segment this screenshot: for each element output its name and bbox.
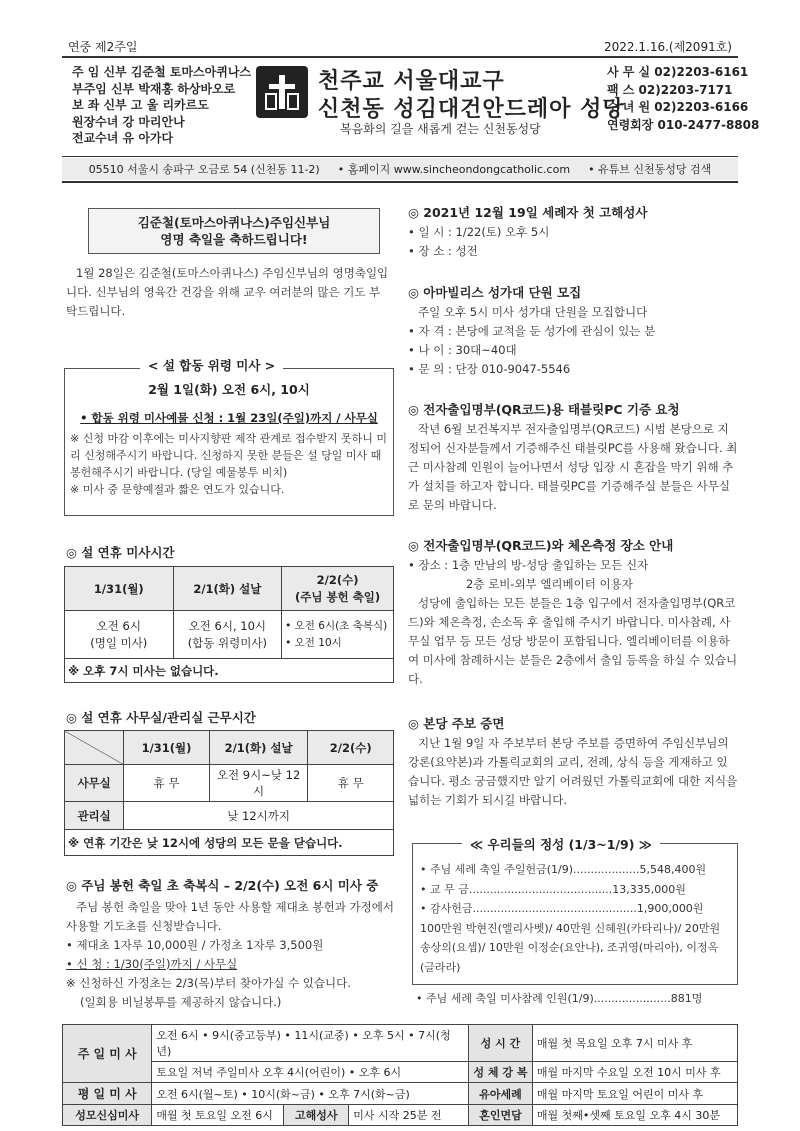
corner-cell [65, 731, 124, 765]
holiday-mass-title: ◎ 설 연휴 미사시간 [66, 545, 175, 560]
staff-assistant: 보 좌 신부 고 울 리카르도 [72, 98, 209, 112]
benediction: 매월 마지막 수요일 오전 10시 미사 후 [532, 1062, 737, 1083]
col-feb1: 2/1(화) 설날 [173, 567, 282, 611]
col-jan31: 1/31(월) [65, 567, 174, 611]
candle-item-3: ※ 신청하신 가정초는 2/3(목)부터 찾아가실 수 있습니다. [66, 976, 351, 990]
bulletin-section [408, 714, 738, 810]
marian-mass: 매월 첫 토요일 오전 6시 [152, 1105, 284, 1126]
offering-line-2: • 교 무 금.........................................13,335,000원 [420, 882, 686, 896]
choir-item-2: • 나 이 : 30대~40대 [408, 343, 517, 357]
offering-line-3: • 감사헌금...............................................1,900,000원 [420, 902, 704, 915]
marriage-label: 혼인면담 [468, 1105, 532, 1126]
sunday-mass-2: 토요일 저녁 주일미사 오후 4시(어린이) • 오후 6시 [152, 1062, 469, 1083]
col-feb2: 2/2(수) (주님 봉헌 축일) [282, 567, 394, 611]
qr-section [408, 536, 738, 689]
offering-line-1: • 주님 세례 축일 주일헌금(1/9)...................5,548,400원 [420, 863, 707, 876]
bulletin-title: ◎ 본당 주보 증면 [408, 716, 505, 731]
holy-hour: 매월 첫 목요일 오후 7시 미사 후 [532, 1025, 737, 1062]
marian-mass-label: 성모신심미사 [63, 1105, 152, 1126]
contact-list [607, 64, 759, 134]
choir-item-1: • 자 격 : 본당에 교적을 둔 성가에 관심이 있는 분 [408, 324, 656, 338]
staff-mission-sister: 전교수녀 유 아가다 [72, 131, 174, 145]
candle-item-2: • 신 청 : 1/30(주일)까지 / 사무실 [66, 957, 238, 971]
confession-title: ◎ 2021년 12월 19일 세례자 첫 고해성사 [408, 205, 648, 220]
address: 05510 서울시 송파구 오금로 54 (신천동 11-2) [88, 163, 320, 176]
birthday-title-2: 영명 축일을 축하드립니다! [160, 232, 308, 247]
candle-item-4: (일회용 비닐봉투를 제공하지 않습니다.) [80, 995, 282, 1009]
benediction-label: 성 체 강 복 [468, 1062, 532, 1083]
offering-title: ≪ 우리들의 정성 (1/3~1/9) ≫ [462, 835, 660, 853]
staff-superior-sister: 원장수녀 강 마리안나 [72, 114, 185, 129]
marriage: 매월 첫째•셋째 토요일 오후 4시 30분 [532, 1105, 737, 1126]
header-rule-mid [62, 156, 738, 157]
candle-section [66, 876, 396, 1012]
qr-place-2: 2층 로비-외부 엘리베이터 이용자 [466, 577, 633, 591]
contact-convent: 수 녀 원 02)2203-6166 [607, 100, 749, 114]
office-feb2: 휴 무 [308, 765, 394, 802]
contact-funeral: 연령회장 010-2477-8808 [607, 117, 760, 132]
qr-title: ◎ 전자출입명부(QR코드)와 체온측정 장소 안내 [408, 538, 674, 553]
cell-jan31: 오전 6시 (명일 미사) [65, 611, 174, 659]
header-rule-bottom [62, 181, 738, 183]
admin-hours: 낮 12시까지 [124, 802, 394, 830]
birthday-body: 1월 28일은 김준철(토마스아퀴나스) 주임신부님의 영명축일입니다. 신부님의 영육간 건강을 위해 교우 여러분의 많은 기도 부탁드립니다. [66, 266, 389, 318]
tablet-body: 작년 6월 보건복지부 전자출입명부(QR코드) 시범 본당으로 지정되어 신자분들께서 기증해주신 태블릿PC를 사용해 왔습니다. 최근 미사참례 인원이 늘어나면서 성당 입장 시 혼잡을 막기 위해 추가 설치를 하고자 합니다. 태블릿PC를 기증해주실 분들은 사무실로 문의 바랍니다. [408, 422, 738, 512]
confession-sched: 미사 시작 25분 전 [349, 1105, 469, 1126]
choir-title: ◎ 아마빌리스 성가대 단원 모집 [408, 285, 582, 300]
header-rule-top [62, 56, 738, 58]
tablet-title: ◎ 전자출입명부(QR코드)용 태블릿PC 기증 요청 [408, 402, 680, 417]
infant-baptism-label: 유아세례 [468, 1083, 532, 1105]
candle-item-1: • 제대초 1자루 10,000원 / 가정초 1자루 3,500원 [66, 938, 324, 952]
memorial-mass-when: 2월 1일(화) 오전 6시, 10시 [148, 382, 310, 397]
schedule-table [62, 1024, 738, 1126]
cell-feb2: • 오전 6시(초 축복식) • 오전 10시 [282, 611, 394, 659]
memorial-mass-title: < 설 합동 위령 미사 > [140, 356, 283, 374]
contact-fax: 팩 스 02)2203-7171 [607, 82, 733, 97]
sunday-mass-1: 오전 6시 • 9시(중고등부) • 11시(교중) • 오후 5시 • 7시(청년) [152, 1025, 469, 1062]
choir-item-3: • 문 의 : 단장 010-9047-5546 [408, 362, 571, 376]
confession-item-1: • 일 시 : 1/22(토) 오후 5시 [408, 225, 550, 239]
memorial-note-1: ※ 신청 마감 이후에는 미사지향판 제작 관계로 접수받지 못하니 미리 신청해주시기 바랍니다. 신청하지 못한 분들은 설 당일 미사 때 봉헌해주시기 바랍니다. (당일 예물봉투 비치) [70, 432, 387, 479]
confession-sched-label: 고해성사 [284, 1105, 349, 1126]
birthday-banner [88, 208, 380, 254]
holiday-mass-note: ※ 오후 7시 미사는 없습니다. [65, 659, 394, 683]
weekday-mass-label: 평 일 미 사 [63, 1083, 152, 1105]
holy-hour-label: 성 시 간 [468, 1025, 532, 1062]
choir-section [408, 283, 738, 379]
address-bar [62, 158, 738, 180]
confession-item-2: • 장 소 : 성전 [408, 244, 478, 258]
homepage-link[interactable]: • 홈페이지 www.sincheondongcatholic.com [337, 163, 571, 176]
offering-list [420, 860, 732, 977]
church-name-line1: 천주교 서울대교구 [318, 69, 505, 94]
col-feb2: 2/2(수) [308, 731, 394, 765]
office-hours-table [64, 730, 394, 856]
offering-donors: 100만원 박현진(엘리사벳)/ 40만원 신혜원(카타리나)/ 20만원 송상의(요셉)/ 10만원 이정순(요안나), 조귀영(마리아), 이정옥(글라라) [420, 921, 721, 974]
staff-list [72, 64, 251, 147]
church-name-line2: 신천동 성김대건안드레아 성당 [318, 97, 625, 122]
infant-baptism: 매월 마지막 토요일 어린이 미사 후 [532, 1083, 737, 1105]
sunday-mass-label: 주 일 미 사 [63, 1025, 152, 1083]
birthday-title-1: 김준철(토마스아퀴나스)주임신부님 [137, 215, 331, 230]
liturgical-week: 연중 제2주일 [68, 40, 138, 54]
church-logo-icon [256, 66, 308, 118]
memorial-note-2: ※ 미사 중 문향예절과 짧은 연도가 있습니다. [70, 483, 285, 496]
issue-date: 2022.1.16.(제2091호) [604, 40, 732, 54]
staff-associate: 부주임 신부 박재홍 하상바오로 [72, 81, 236, 96]
col-feb1: 2/1(화) 설날 [209, 731, 308, 765]
weekday-mass: 오전 6시(월~토) • 10시(화~금) • 오후 7시(화~금) [152, 1083, 469, 1105]
youtube-link[interactable]: • 유튜브 신천동성당 검색 [588, 163, 712, 176]
office-hours-note: ※ 연휴 기간은 낮 12시에 성당의 모든 문을 닫습니다. [65, 830, 394, 856]
slogan: 복음화의 길을 새롭게 걷는 신천동성당 [340, 122, 541, 136]
attendance: • 주님 세례 축일 미사참례 인원(1/9)......................881명 [416, 992, 703, 1005]
confession-section [408, 203, 738, 261]
candle-body: 주님 봉헌 축일을 맞아 1년 동안 사용할 제대초 봉헌과 가정에서 사용할 기도초를 신청받습니다. [66, 900, 394, 933]
candle-title: ◎ 주님 봉헌 축일 초 축복식 – 2/2(수) 오전 6시 미사 중 [66, 878, 379, 893]
cell-feb1: 오전 6시, 10시 (합동 위령미사) [173, 611, 282, 659]
bulletin-body: 지난 1월 9일 자 주보부터 본당 주보를 증면하여 주임신부님의 강론(요약본)과 가톨릭교회의 교리, 전례, 상식 등을 게재하고 있습니다. 평소 궁금했지만 알기 어려웠던 가톨릭교회에 대한 지식을 넓히는 기회가 되시길 바랍니다. [408, 736, 738, 807]
memorial-mass-apply: • 합동 위령 미사예물 신청 : 1월 23일(주일)까지 / 사무실 [80, 411, 378, 425]
memorial-mass-notes [70, 430, 390, 498]
row-office-label: 사무실 [65, 765, 124, 802]
office-hours-title: ◎ 설 연휴 사무실/관리실 근무시간 [66, 710, 256, 725]
tablet-section [408, 400, 738, 515]
qr-place-1: • 장소 : 1층 만남의 방-성당 출입하는 모든 신자 [408, 558, 649, 572]
holiday-mass-table [64, 566, 394, 683]
staff-pastor: 주 임 신부 김준철 토마스아퀴나스 [72, 65, 252, 79]
office-feb1: 오전 9시~낮 12시 [209, 765, 308, 802]
contact-office: 사 무 실 02)2203-6161 [607, 65, 749, 79]
row-admin-label: 관리실 [65, 802, 124, 830]
col-jan31: 1/31(월) [124, 731, 210, 765]
office-jan31: 휴 무 [124, 765, 210, 802]
qr-body: 성당에 출입하는 모든 분들은 1층 입구에서 전자출입명부(QR코드)와 체온측정, 손소독 후 출입해 주시기 바랍니다. 미사참례, 사무실 업무 등 모든 성당 방문이 포함됩니다. 엘리베이터를 이용하여 미사에 참례하시는 분들은 2층에서 출입 등록을 하실 수 있습니다. [408, 596, 738, 686]
choir-body: 주일 오후 5시 미사 성가대 단원을 모집합니다 [418, 305, 648, 319]
